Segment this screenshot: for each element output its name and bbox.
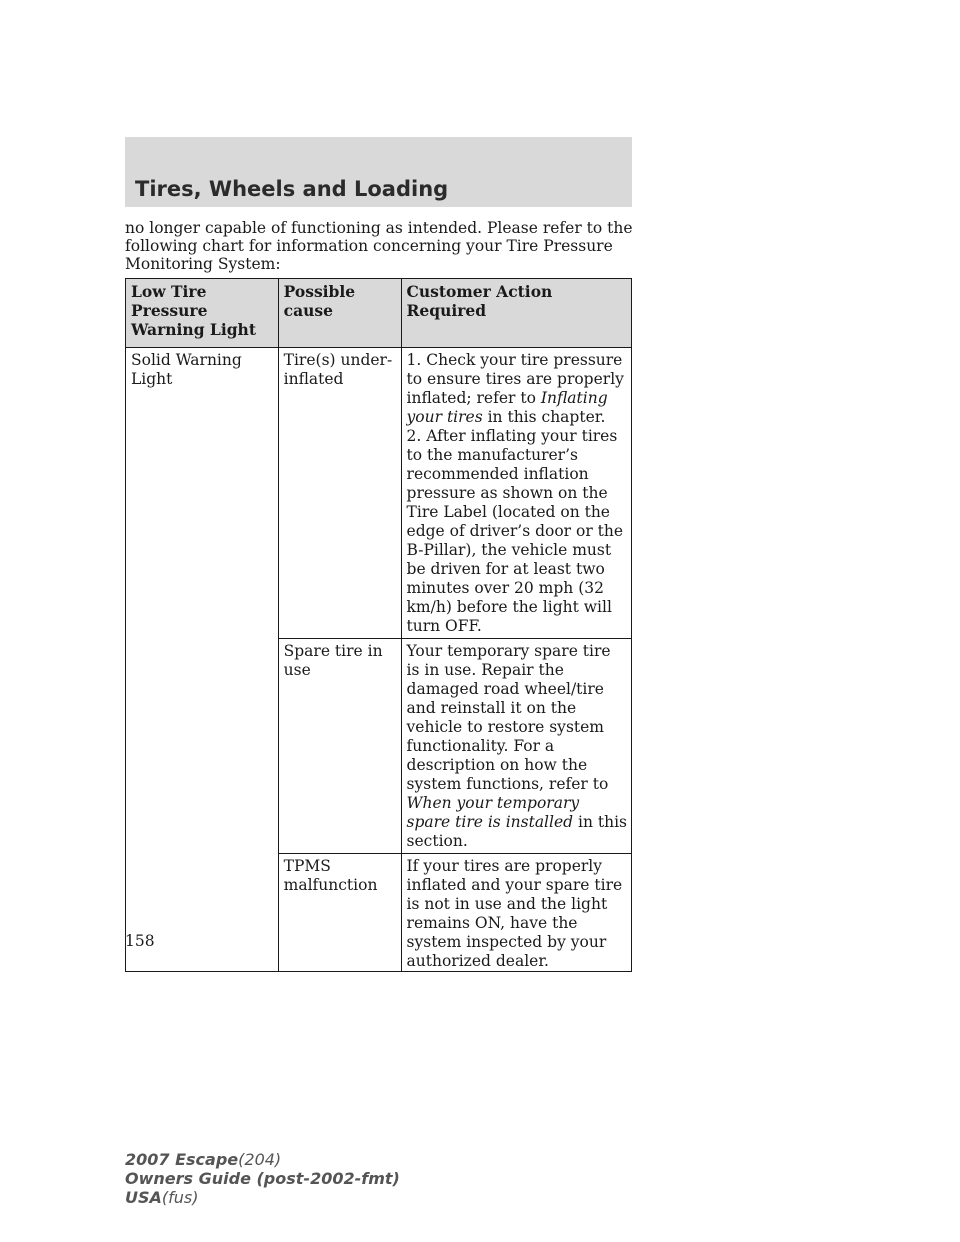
- warning-light-cell: Solid Warning Light: [126, 348, 279, 972]
- footer-line-3: [125, 1188, 400, 1207]
- action-cell-malfunction: If your tires are properly inflated and your spare tire is not in use and the light remains ON, have the system inspected by your authorized dealer.: [401, 854, 631, 972]
- cross-reference: When your temporary spare tire is installed: [406, 794, 580, 831]
- action-cell-spare: [401, 639, 631, 854]
- intro-paragraph: no longer capable of functioning as intended. Please refer to the following chart for information concerning your Tire Pressure Monitoring System:: [125, 219, 633, 274]
- table-header-row: [126, 279, 632, 348]
- header-warning-light: Low Tire Pressure Warning Light: [126, 279, 279, 348]
- footer-model-code: (204): [238, 1150, 282, 1169]
- footer-market: USA: [125, 1188, 162, 1207]
- table-row: [126, 348, 632, 639]
- tpms-table: [125, 278, 632, 972]
- cause-cell-spare: Spare tire in use: [278, 639, 401, 854]
- footer-line-2: Owners Guide (post-2002-fmt): [125, 1169, 400, 1188]
- document-footer: [125, 1150, 400, 1207]
- action-text: 1. Check your tire pressure to ensure tires are properly inflated; refer to: [406, 351, 624, 407]
- action-text: in this chapter.: [482, 408, 606, 426]
- cross-reference: Inflating your tires: [406, 389, 608, 426]
- footer-model: 2007 Escape: [125, 1150, 239, 1169]
- section-title: Tires, Wheels and Loading: [135, 177, 449, 201]
- cause-cell-underinflated: Tire(s) under-inflated: [278, 348, 401, 639]
- action-text: in this section.: [406, 813, 627, 850]
- footer-market-code: (fus): [161, 1188, 199, 1207]
- page-number: 158: [125, 932, 155, 950]
- header-possible-cause: Possible cause: [278, 279, 401, 348]
- header-customer-action: Customer Action Required: [401, 279, 631, 348]
- footer-line-1: [125, 1150, 400, 1169]
- section-header: [125, 137, 632, 207]
- cause-cell-malfunction: TPMS malfunction: [278, 854, 401, 972]
- action-cell-underinflated: [401, 348, 631, 639]
- action-text: 2. After inflating your tires to the manufacturer’s recommended inflation pressure as shown on the Tire Label (located on the edge of driver’s door or the B-Pillar), the vehicle must be driven for at least two minutes over 20 mph (32 km/h) before the light will turn OFF.: [406, 427, 624, 635]
- action-text: Your temporary spare tire is in use. Repair the damaged road wheel/tire and reinstall it on the vehicle to restore system functionality. For a description on how the system functions, refer to: [406, 642, 611, 793]
